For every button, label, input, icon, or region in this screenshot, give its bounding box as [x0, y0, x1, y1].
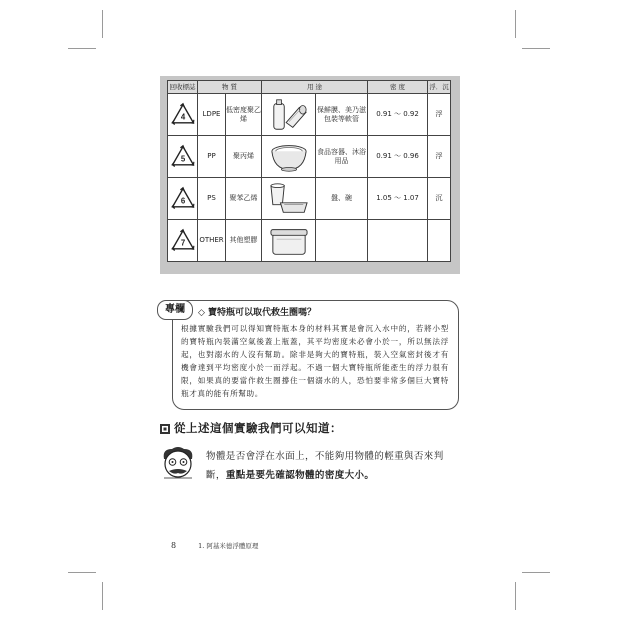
recycle-code-cell	[168, 220, 198, 262]
use-cell: 食品容器、沐浴用品	[316, 136, 368, 178]
bowl-icon	[265, 138, 313, 176]
header-recycle-mark: 回收標誌	[168, 81, 198, 94]
material-abbr: PP	[198, 136, 226, 178]
float-sink-cell: 沉	[428, 178, 451, 220]
table-row	[168, 220, 451, 262]
material-name: 聚丙烯	[226, 136, 262, 178]
product-image-cell	[262, 178, 316, 220]
recycling-table-frame	[160, 76, 460, 274]
header-use: 用 途	[262, 81, 368, 94]
crop-mark	[522, 572, 550, 573]
density-cell	[368, 220, 428, 262]
table-header-row	[168, 81, 451, 94]
product-image-cell	[262, 220, 316, 262]
material-abbr: LDPE	[198, 94, 226, 136]
material-abbr: PS	[198, 178, 226, 220]
recycle-code-number: 5	[180, 153, 185, 163]
page-number: 8	[171, 541, 177, 550]
crop-mark	[68, 48, 96, 49]
conclusion-bold: 重點是要先確認物體的密度大小。	[225, 470, 375, 481]
float-sink-cell: 浮	[428, 94, 451, 136]
crop-mark	[68, 572, 96, 573]
recycle-code-cell	[168, 94, 198, 136]
page-footer	[171, 541, 258, 550]
recycle-code-number: 6	[180, 195, 185, 205]
crop-mark	[102, 582, 103, 610]
recycle-6-icon	[170, 186, 196, 212]
column-title: ◇ 寶特瓶可以取代救生圈嗎？	[198, 308, 317, 318]
section-title: 從上述這個實驗我們可以知道：	[174, 421, 342, 435]
mascot-face-icon	[158, 445, 198, 483]
header-material: 物 質	[198, 81, 262, 94]
table-row	[168, 136, 451, 178]
use-cell: 保鮮膜、美乃滋包裝等軟管	[316, 94, 368, 136]
cup-tray-icon	[265, 180, 313, 218]
header-float-sink: 浮．沉	[428, 81, 451, 94]
use-cell	[316, 220, 368, 262]
recycle-code-number: 7	[180, 237, 185, 247]
header-density: 密 度	[368, 81, 428, 94]
recycling-table	[167, 80, 451, 262]
container-icon	[265, 222, 313, 260]
float-sink-cell: 浮	[428, 136, 451, 178]
material-name: 聚苯乙烯	[226, 178, 262, 220]
section-heading-icon	[160, 424, 170, 434]
column-badge: 專欄	[157, 300, 193, 320]
table-row	[168, 94, 451, 136]
float-sink-cell	[428, 220, 451, 262]
crop-mark	[522, 48, 550, 49]
material-name: 其他塑膠	[226, 220, 262, 262]
crop-mark	[102, 10, 103, 38]
density-cell: 0.91 ～ 0.92	[368, 94, 428, 136]
recycle-4-icon	[170, 102, 196, 128]
recycle-code-cell	[168, 178, 198, 220]
table-row	[168, 178, 451, 220]
crop-mark	[515, 10, 516, 38]
recycle-5-icon	[170, 144, 196, 170]
conclusion-text	[206, 447, 456, 485]
bottle-film-icon	[265, 96, 313, 134]
density-cell: 1.05 ～ 1.07	[368, 178, 428, 220]
product-image-cell	[262, 94, 316, 136]
conclusion-plain: 物體是否會浮在水面上，不能夠用物體的輕重與否來判斷，	[206, 451, 444, 481]
recycle-code-cell	[168, 136, 198, 178]
recycle-7-icon	[170, 228, 196, 254]
material-name: 低密度聚乙烯	[226, 94, 262, 136]
material-abbr: OTHER	[198, 220, 226, 262]
column-body: 根據實驗我們可以得知寶特瓶本身的材料其實是會沉入水中的，若將小型的寶特瓶內裝滿空氣後蓋上瓶蓋，其平均密度未必會小於一，所以無法浮起，也對溺水的人沒有幫助。除非是夠大的寶特瓶，裝入空氣密封後才有機會達到平均密度小於一而浮起。不過一個大寶特瓶所能產生的浮力很有限，如果真的要當作救生圈撐住一個溺水的人，恐怕要非常多個巨大寶特瓶才真的能有所幫助。	[181, 324, 449, 398]
density-cell: 0.91 ～ 0.96	[368, 136, 428, 178]
recycle-code-number: 4	[180, 111, 185, 121]
use-cell: 盤、碗	[316, 178, 368, 220]
chapter-title: 1. 阿基米德浮體原理	[198, 542, 259, 550]
product-image-cell	[262, 136, 316, 178]
crop-mark	[515, 582, 516, 610]
